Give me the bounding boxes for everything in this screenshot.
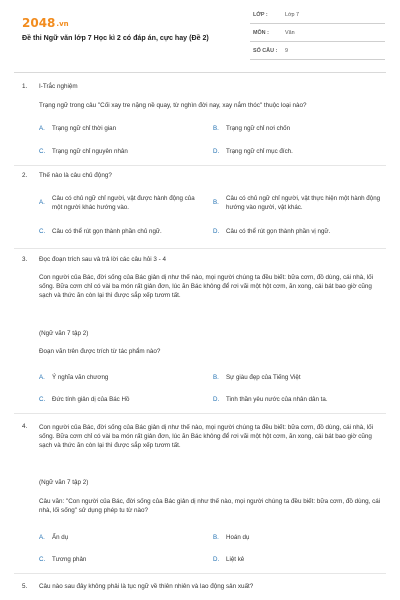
option-letter: D.	[213, 228, 220, 235]
meta-key: MÔN :	[253, 30, 269, 36]
option-text: Trạng ngữ chỉ nơi chốn	[226, 125, 291, 132]
question-divider	[14, 413, 386, 414]
question-divider	[14, 165, 386, 166]
option-letter: D.	[213, 148, 220, 155]
reading-passage: Con người của Bác, đời sống của Bác giản dị như thế nào, mọi người chúng ta đều biết: bữa cơm, đồ dùng, cái nhà, lối sống. Bữa cơm chỉ có vài ba món rất giản đơn, lúc ăn Bác không để rơi vãi một hột cơm, ăn xong, cái bát bao giờ cũng sạch và thức ăn còn lại thì được sắp xếp tươm tất.	[39, 424, 374, 450]
option-text: Trạng ngữ chỉ nguyên nhân	[52, 148, 128, 155]
option-letter: C.	[39, 556, 46, 563]
question-heading: Đọc đoạn trích sau và trả lời các câu hỏi 3 - 4	[39, 256, 166, 263]
question-prompt: Đoạn văn trên được trích từ tác phẩm nào?	[39, 348, 161, 355]
question-heading: I-Trắc nghiệm	[39, 83, 78, 90]
option-text: Sự giàu đẹp của Tiếng Việt	[226, 374, 301, 381]
meta-key: SỐ CÂU :	[253, 48, 278, 54]
meta-value: Văn	[285, 30, 295, 36]
meta-value: Lớp 7	[285, 12, 300, 18]
passage-source: (Ngữ văn 7 tập 2)	[39, 479, 89, 486]
question-heading: Thế nào là câu chủ động?	[39, 172, 112, 179]
logo-text: 2048	[22, 16, 56, 30]
meta-box	[250, 10, 385, 64]
option-letter: A.	[39, 534, 45, 541]
option-text: Câu có thể rút gọn thành phần vị ngữ.	[226, 228, 331, 235]
option-text: Hoán dụ	[226, 534, 250, 541]
question-number: 5.	[22, 583, 28, 590]
option-letter: A.	[39, 199, 45, 206]
option-text: Tương phản	[52, 556, 87, 563]
question-divider	[14, 248, 386, 249]
question-number: 1.	[22, 83, 28, 90]
option-text: Trạng ngữ chỉ thời gian	[52, 125, 117, 132]
option-text: Đức tính giản dị của Bác Hồ	[52, 396, 130, 403]
question-prompt: Câu văn: "Con người của Bác, đời sống của Bác giản dị như thế nào, mọi người chúng ta đều biết: bữa cơm, đồ dùng, cái nhà, lối sống" sử dụng phép tu từ nào?	[39, 498, 381, 515]
question-number: 2.	[22, 172, 28, 179]
meta-row-class	[250, 10, 385, 24]
question-divider	[14, 573, 386, 574]
option-letter: B.	[213, 199, 219, 206]
option-text: Ẩn dụ	[52, 534, 69, 541]
logo-suffix: .vn	[56, 20, 69, 28]
option-letter: B.	[213, 374, 219, 381]
option-letter: A.	[39, 374, 45, 381]
question-number: 3.	[22, 256, 28, 263]
site-logo[interactable]	[22, 16, 69, 30]
option-text: Ý nghĩa văn chương	[52, 374, 109, 381]
option-letter: B.	[213, 125, 219, 132]
option-letter: C.	[39, 148, 46, 155]
question-number: 4.	[22, 423, 28, 430]
option-text: Tinh thần yêu nước của nhân dân ta.	[226, 396, 328, 403]
option-letter: B.	[213, 534, 219, 541]
option-text: Liệt kê	[226, 556, 245, 563]
reading-passage: Con người của Bác, đời sống của Bác giản dị như thế nào, mọi người chúng ta đều biết: bữa cơm, đồ dùng, cái nhà, lối sống. Bữa cơm chỉ có vài ba món rất giản đơn, lúc ăn Bác không để rơi vãi một hột cơm, ăn xong, cái bát bao giờ cũng sạch và thức ăn còn lại thì được sắp xếp tươm tất.	[39, 274, 374, 300]
question-heading: Câu nào sau đây không phải là tục ngữ về thiên nhiên và lao động sản xuất?	[39, 583, 254, 590]
option-letter: D.	[213, 396, 220, 403]
meta-key: LỚP :	[253, 12, 268, 18]
passage-source: (Ngữ văn 7 tập 2)	[39, 330, 89, 337]
option-text: Câu có chủ ngữ chỉ người, vật được hành động của một người khác hướng vào.	[52, 195, 195, 211]
question-prompt: Trạng ngữ trong câu "Cối xay tre nặng nề quay, từ nghìn đời nay, xay nắm thóc" thuộc loại nào?	[39, 102, 307, 109]
header-divider	[14, 72, 386, 73]
option-letter: C.	[39, 396, 46, 403]
option-text: Câu có chủ ngữ chỉ người, vật thực hiện một hành động hướng vào người, vật khác.	[226, 195, 381, 211]
option-letter: C.	[39, 228, 46, 235]
page-header	[0, 0, 400, 62]
meta-row-subject	[250, 28, 385, 42]
option-text: Trạng ngữ chỉ mục đích.	[226, 148, 293, 155]
option-letter: A.	[39, 125, 45, 132]
option-letter: D.	[213, 556, 220, 563]
document-title: Đề thi Ngữ văn lớp 7 Học kì 2 có đáp án, cực hay (Đề 2)	[22, 34, 209, 42]
option-text: Câu có thể rút gọn thành phần chủ ngữ.	[52, 228, 162, 235]
meta-row-count	[250, 46, 385, 60]
meta-value: 9	[285, 48, 288, 54]
